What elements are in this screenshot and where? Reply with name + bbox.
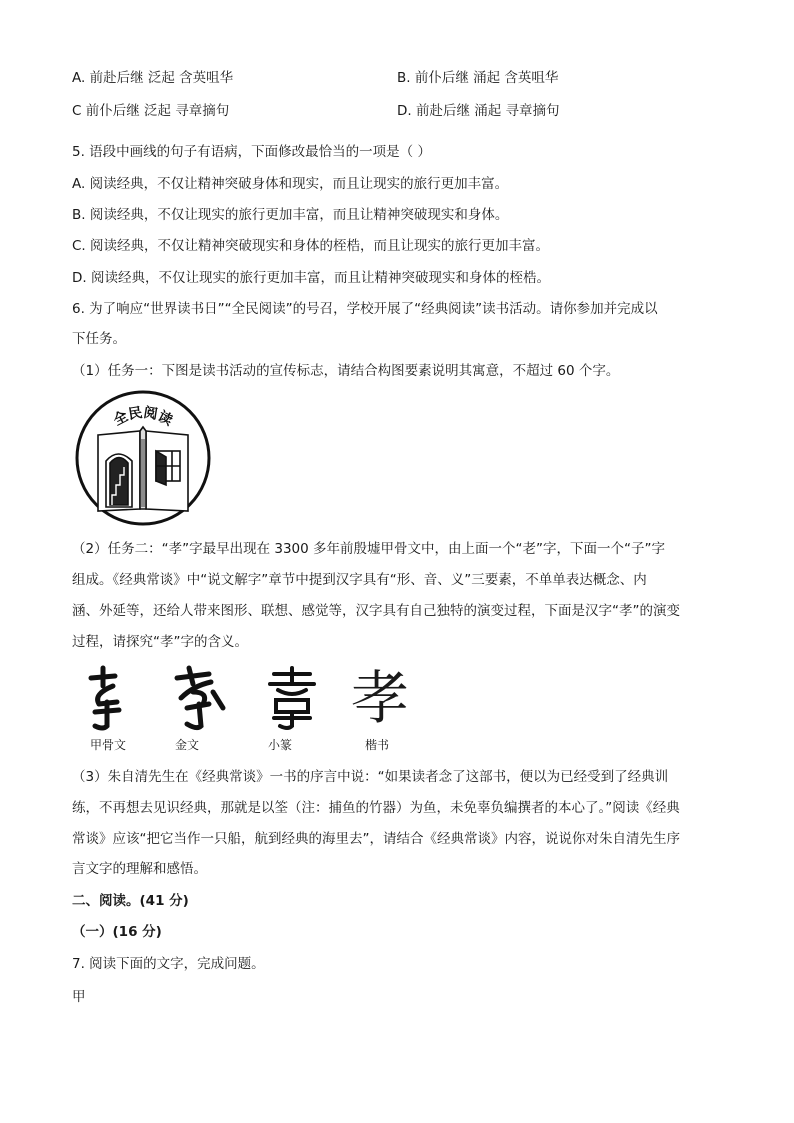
q5-option-a: A. 阅读经典，不仅让精神突破身体和现实，而且让现实的旅行更加丰富。 (72, 176, 509, 192)
q6-stem-line2: 下任务。 (72, 331, 126, 347)
section-2-subsection: （一）(16 分) (72, 924, 162, 940)
q5-option-b: B. 阅读经典，不仅让现实的旅行更加丰富，而且让精神突破现实和身体。 (72, 207, 509, 223)
logo-text: 全民阅读 (111, 404, 175, 430)
small-seal-glyph (258, 664, 328, 732)
q6-task3-line3: 常谈》应该“把它当作一只船，航到经典的海里去”，请结合《经典常谈》内容，说说你对朱自清先生序 (72, 831, 680, 847)
q6-task3-line2: 练，不再想去见识经典，那就是以筌（注：捕鱼的竹器）为鱼，未免辜负编撰者的本心了。”阅读《经典 (72, 800, 680, 816)
option-4d: D. 前赴后继 涌起 寻章摘句 (397, 103, 560, 119)
bronze-inscription-glyph (163, 664, 233, 732)
q6-task1: （1）任务一：下图是读书活动的宣传标志，请结合构图要素说明其寓意，不超过 60 个字。 (72, 363, 620, 379)
q5-option-c: C. 阅读经典，不仅让精神突破现实和身体的桎梏，而且让现实的旅行更加丰富。 (72, 238, 550, 254)
q6-task2-line1: （2）任务二：“孝”字最早出现在 3300 多年前殷墟甲骨文中，由上面一个“老”字，下面一个“子”字 (72, 541, 665, 557)
q6-task2-line3: 涵、外延等，还给人带来图形、联想、感觉等，汉字具有自己独特的演变过程，下面是汉字“孝”的演变 (72, 603, 680, 619)
option-4c: C 前仆后继 泛起 寻章摘句 (72, 103, 230, 119)
caption-regular-script: 楷书 (365, 738, 390, 752)
q5-stem: 5. 语段中画线的句子有语病，下面修改最恰当的一项是（ ） (72, 144, 431, 160)
oracle-bone-glyph (73, 664, 143, 732)
option-4a: A. 前赴后继 泛起 含英咀华 (72, 70, 234, 86)
q5-option-d: D. 阅读经典，不仅让现实的旅行更加丰富，而且让精神突破现实和身体的桎梏。 (72, 270, 550, 286)
reading-campaign-logo (74, 389, 212, 527)
option-4b: B. 前仆后继 涌起 含英咀华 (397, 70, 559, 86)
section-2-title: 二、阅读。(41 分) (72, 893, 189, 909)
passage-jia-label: 甲 (72, 989, 86, 1005)
q7-stem: 7. 阅读下面的文字，完成问题。 (72, 956, 265, 972)
caption-oracle-bone: 甲骨文 (90, 738, 127, 752)
q6-task2-line2: 组成。《经典常谈》中“说文解字”章节中提到汉字具有“形、音、义”三要素，不单单表达概念、内 (72, 572, 647, 588)
caption-small-seal: 小篆 (268, 738, 293, 752)
regular-script-glyph: 孝 (350, 664, 409, 732)
book-house-icon (98, 427, 188, 511)
q6-task2-line4: 过程，请探究“孝”字的含义。 (72, 634, 248, 650)
caption-bronze: 金文 (175, 738, 200, 752)
q6-task3-line1: （3）朱自清先生在《经典常谈》一书的序言中说：“如果读者念了这部书，便以为已经受到了经典训 (72, 769, 669, 785)
q6-stem-line1: 6. 为了响应“世界读书日”“全民阅读”的号召，学校开展了“经典阅读”读书活动。请你参加并完成以 (72, 301, 658, 317)
q6-task3-line4: 言文字的理解和感悟。 (72, 861, 207, 877)
